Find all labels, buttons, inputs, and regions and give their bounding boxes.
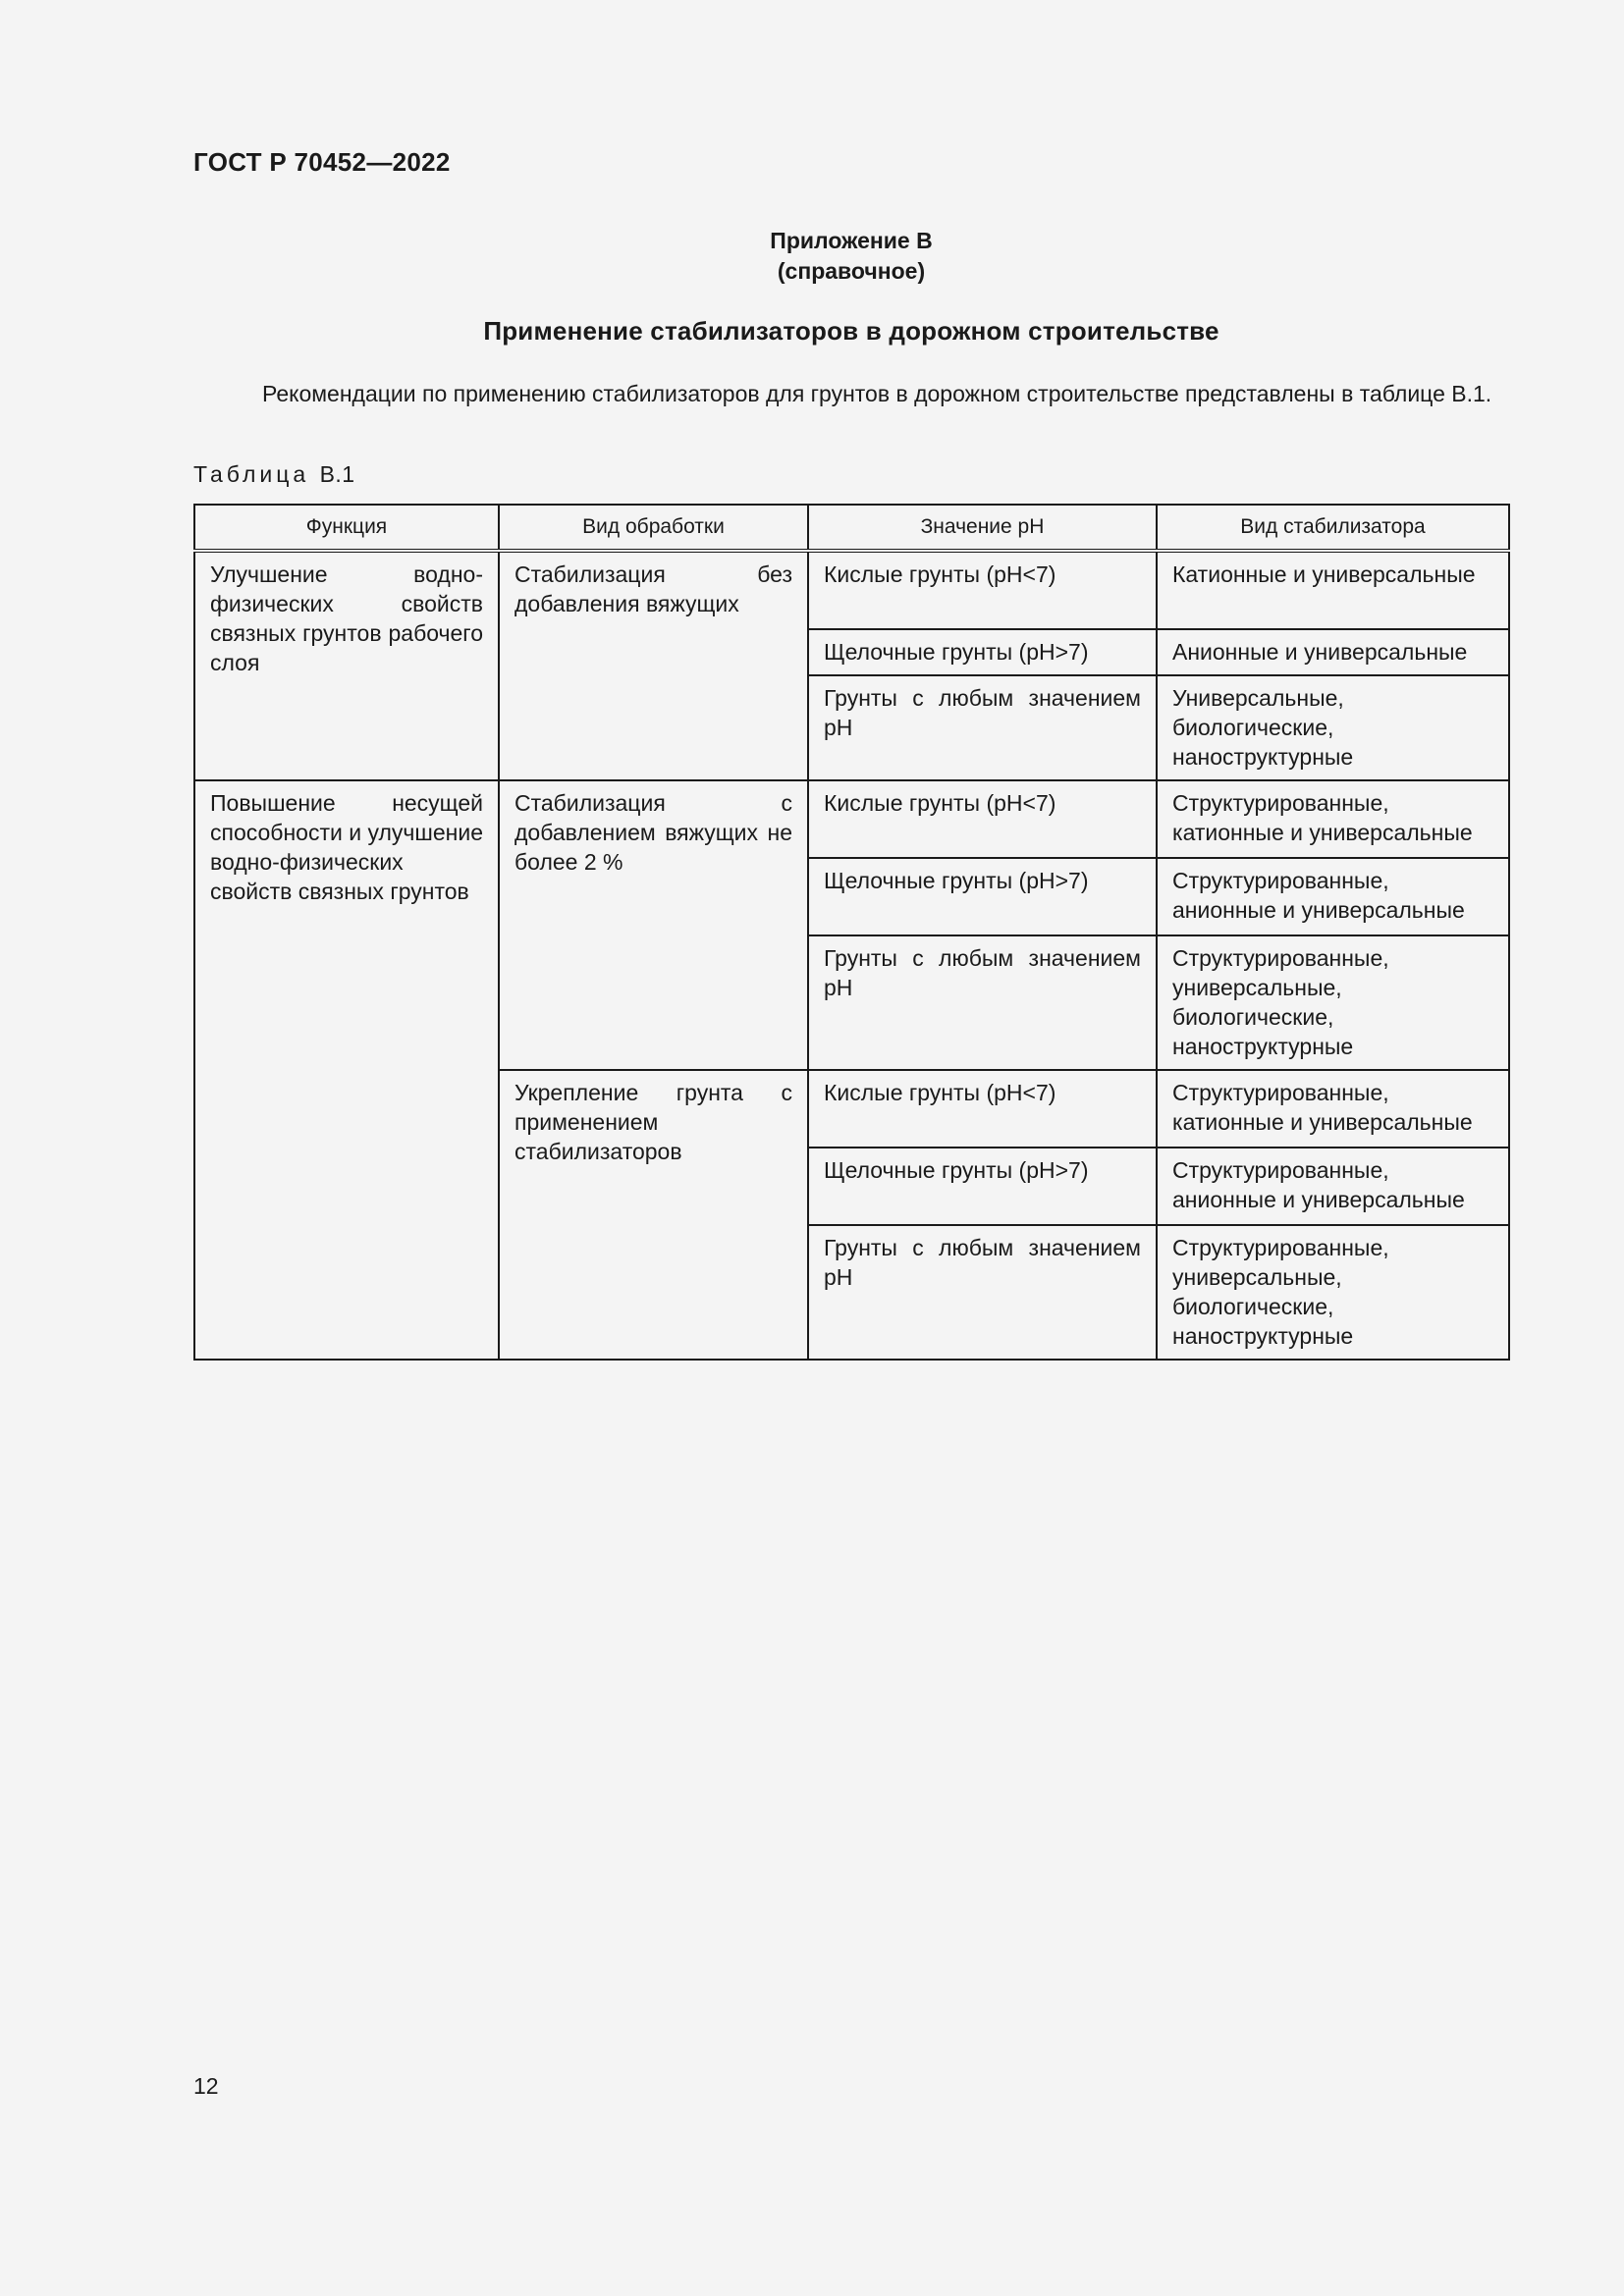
function-cell: Повышение несущей способности и улучшение водно-физических свойств связных грунтов <box>194 780 499 1360</box>
table-header-row <box>194 505 1509 551</box>
stabilizer-cell: Универсальные, биологические, наноструктурные <box>1157 675 1509 780</box>
intro-paragraph: Рекомендации по применению стабилизаторов для грунтов в дорожном строительстве представлены в таблице В.1. <box>262 381 1492 406</box>
ph-cell: Щелочные грунты (pH>7) <box>808 858 1157 935</box>
stabilizer-cell: Катионные и универсальные <box>1157 551 1509 629</box>
stabilizer-cell: Структурированные, катионные и универсальные <box>1157 1070 1509 1148</box>
table-caption <box>193 461 355 488</box>
appendix-type: (справочное) <box>777 258 926 284</box>
stabilizers-table <box>193 504 1510 1361</box>
treatment-cell: Стабилизация с добавлением вяжущих не более 2 % <box>499 780 808 1070</box>
column-header: Функция <box>194 505 499 551</box>
table-row <box>194 780 1509 858</box>
column-header: Вид обработки <box>499 505 808 551</box>
ph-cell: Щелочные грунты (pH>7) <box>808 1148 1157 1225</box>
ph-cell: Грунты с любым значением pH <box>808 935 1157 1070</box>
appendix-heading <box>0 226 1624 287</box>
ph-cell: Щелочные грунты (pH>7) <box>808 629 1157 675</box>
column-header: Значение pH <box>808 505 1157 551</box>
table-caption-word: Таблица <box>193 461 310 487</box>
stabilizer-cell: Структурированные, универсальные, биологические, наноструктурные <box>1157 935 1509 1070</box>
section-title: Применение стабилизаторов в дорожном строительстве <box>483 316 1219 346</box>
function-cell: Улучшение водно-физических свойств связных грунтов рабочего слоя <box>194 551 499 780</box>
stabilizer-cell: Структурированные, анионные и универсальные <box>1157 858 1509 935</box>
ph-cell: Кислые грунты (pH<7) <box>808 551 1157 629</box>
table-row <box>194 551 1509 629</box>
ph-cell: Грунты с любым значением pH <box>808 1225 1157 1360</box>
appendix-label: Приложение В <box>770 228 933 253</box>
stabilizer-cell: Структурированные, анионные и универсальные <box>1157 1148 1509 1225</box>
stabilizer-cell: Структурированные, катионные и универсальные <box>1157 780 1509 858</box>
table-caption-number: В.1 <box>319 461 355 487</box>
column-header: Вид стабилизатора <box>1157 505 1509 551</box>
stabilizer-cell: Анионные и универсальные <box>1157 629 1509 675</box>
ph-cell: Кислые грунты (pH<7) <box>808 1070 1157 1148</box>
document-header: ГОСТ Р 70452—2022 <box>193 147 451 177</box>
stabilizer-cell: Структурированные, универсальные, биологические, наноструктурные <box>1157 1225 1509 1360</box>
ph-cell: Кислые грунты (pH<7) <box>808 780 1157 858</box>
treatment-cell: Укрепление грунта с применением стабилизаторов <box>499 1070 808 1360</box>
page-number: 12 <box>193 2073 219 2099</box>
ph-cell: Грунты с любым значением pH <box>808 675 1157 780</box>
treatment-cell: Стабилизация без добавления вяжущих <box>499 551 808 780</box>
